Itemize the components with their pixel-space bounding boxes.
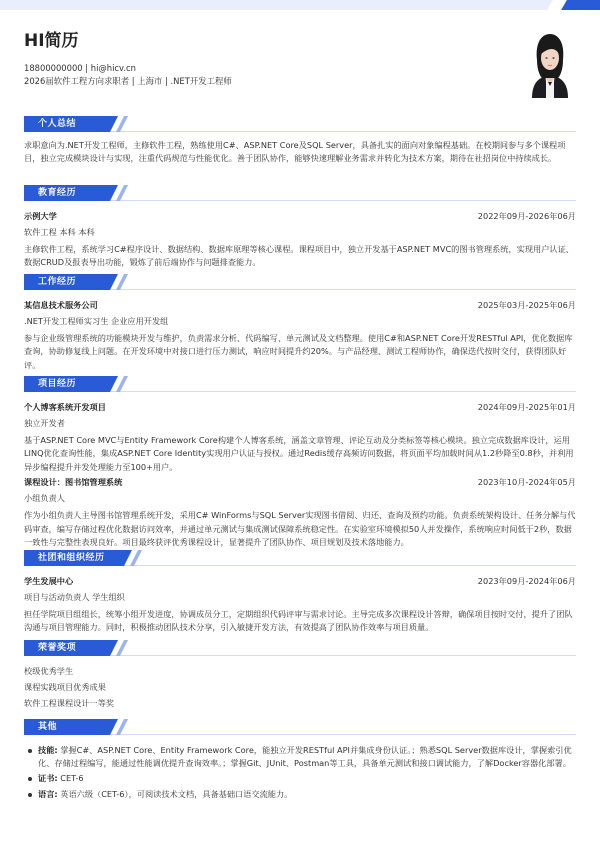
awards-section	[24, 640, 576, 711]
project-description: 作为小组负责人主导图书馆管理系统开发，采用C# WinForms与SQL Server实现图书借阅、归还、查询及预约功能。负责系统架构设计、任务分解与代码审查，编写存储过程优化数据访问效率，并通过单元测试与集成测试保障系统稳定性。在实验室环境模拟50人并发操作，系统响应时间低于2秒，数据一致性与完整性表现良好。项目最终获评优秀课程设计，显著提升了团队协作、项目规划及技术落地能力。	[24, 510, 576, 548]
project-name: 课程设计：图书馆管理系统	[24, 477, 123, 488]
club-description: 担任学院项目组组长，统筹小组开发进度，协调成员分工，定期组织代码评审与需求讨论。主导完成多次课程设计答辩，确保项目按时交付，提升了团队沟通与项目管理能力。同时，积极推动团队技术分享，引入敏捷开发方法，有效提高了团队协作效率与项目质量。	[24, 609, 573, 633]
organization-name: 学生发展中心	[24, 576, 74, 586]
education-description: 主修软件工程，系统学习C#程序设计、数据结构、数据库原理等核心课程。课程项目中，独立开发基于ASP.NET MVC的图书管理系统，实现用户认证、数据CRUD及报表导出功能，锻炼了前后端协作与问题排查能力。	[24, 244, 574, 268]
section-title: 个人总结	[24, 116, 110, 132]
project-description: 基于ASP.NET Core MVC与Entity Framework Core构建个人博客系统，涵盖文章管理、评论互动及分类标签等核心模块。独立完成数据库设计，运用LINQ优化查询性能，集成ASP.NET Core Identity实现用户认证与授权。通过Redis缓存高频访问数据，将页面平均加载时间从1.2秒降至0.8秒，并利用异步编程提升并发处理能力至100+用户。	[24, 435, 574, 472]
position-info: .NET开发工程师实习生 企业应用开发组	[24, 316, 169, 326]
item-label: 语言:	[38, 788, 58, 799]
item-text: CET-6	[60, 773, 84, 784]
projects-section	[24, 376, 576, 549]
award-item: 课程实践项目优秀成果	[24, 682, 106, 692]
date-range: 2023年09月-2024年06月	[477, 576, 576, 586]
project-entry	[24, 476, 576, 549]
summary-text: 求职意向为.NET开发工程师，主修软件工程，熟练使用C#、ASP.NET Core及SQL Server，具备扎实的面向对象编程基础。在校期间参与多个课程项目，独立完成模块设计与实现，注重代码规范与性能优化。善于团队协作，能够快速理解业务需求并转化为技术方案，期待在社招岗位中持续成长。	[24, 140, 566, 164]
contact-info: 18800000000 | hi@hicv.cn	[24, 63, 136, 73]
education-section	[24, 185, 576, 270]
section-header-summary	[24, 116, 576, 133]
section-header-projects	[24, 376, 576, 393]
date-range: 2023年10月-2024年05月	[477, 477, 576, 488]
job-intent: 2026届软件工程方向求职者 | 上海市 | .NET开发工程师	[24, 76, 232, 86]
section-title: 教育经历	[24, 185, 110, 201]
company-name: 某信息技术服务公司	[24, 300, 98, 310]
section-title: 工作经历	[24, 274, 110, 290]
work-entry	[24, 299, 576, 372]
item-label: 证书:	[38, 773, 58, 784]
school-name: 示例大学	[24, 211, 57, 221]
award-item: 软件工程课程设计一等奖	[24, 698, 115, 708]
project-role: 小组负责人	[24, 493, 65, 504]
project-role: 独立开发者	[24, 418, 65, 428]
section-title: 荣誉奖项	[24, 640, 110, 656]
section-title: 社团和组织经历	[24, 550, 124, 566]
resume-header	[24, 30, 494, 88]
date-range: 2024年09月-2025年01月	[477, 402, 576, 412]
other-list	[24, 744, 576, 801]
clubs-section	[24, 550, 576, 635]
section-header-awards	[24, 640, 576, 657]
candidate-name: HI简历	[24, 31, 79, 51]
profile-photo	[524, 24, 576, 98]
date-range: 2022年09月-2026年06月	[477, 211, 576, 221]
list-item	[24, 772, 576, 785]
section-title: 其他	[24, 719, 110, 735]
section-header-education	[24, 185, 576, 202]
work-description: 参与企业级管理系统的功能模块开发与维护，负责需求分析、代码编写、单元测试及文档整理。使用C#和ASP.NET Core开发RESTful API，优化数据库查询，协助修复线上问题。在开发环境中对接口进行压力测试，响应时间提升约20%。与产品经理、测试工程师协作，确保迭代按时交付，获得团队好评。	[24, 333, 573, 370]
summary-section	[24, 116, 576, 166]
award-item: 校级优秀学生	[24, 666, 74, 676]
date-range: 2025年03月-2025年06月	[477, 300, 576, 310]
item-text: 掌握C#、ASP.NET Core、Entity Framework Core，能独立开发RESTful API并集成身份认证。；熟悉SQL Server数据库设计，掌握索引优化、存储过程编写，能通过性能调优提升查询效率。；掌握Git、JUnit、Postman等工具，具备单元测试和接口调试能力，了解Docker容器化部署。	[38, 745, 572, 769]
club-entry	[24, 575, 576, 635]
club-role: 项目与活动负责人 学生组织	[24, 592, 125, 602]
project-entry	[24, 401, 576, 474]
section-header-work	[24, 274, 576, 291]
section-title: 项目经历	[24, 376, 110, 392]
item-label: 技能:	[38, 745, 58, 755]
project-name: 个人博客系统开发项目	[24, 402, 106, 412]
list-item	[24, 744, 576, 770]
awards-list	[24, 663, 576, 711]
section-header-clubs	[24, 550, 576, 567]
education-entry	[24, 210, 576, 270]
degree-info: 软件工程 本科 本科	[24, 227, 95, 237]
list-item	[24, 788, 576, 801]
item-text: 英语六级（CET-6），可阅读技术文档，具备基础口语交流能力。	[60, 788, 293, 799]
profile-photo-icon	[524, 24, 576, 98]
section-header-other	[24, 719, 576, 736]
work-section	[24, 274, 576, 372]
top-decoration-bar	[0, 0, 600, 14]
other-section	[24, 719, 576, 801]
